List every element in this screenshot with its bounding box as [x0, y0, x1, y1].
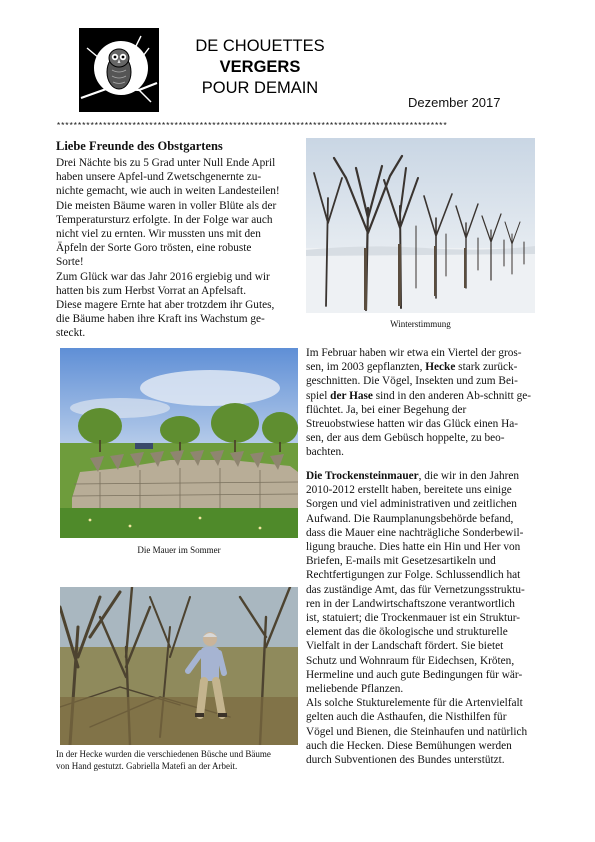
winter-orchard-photo [306, 138, 535, 313]
title-line-3: POUR DEMAIN [201, 79, 319, 97]
intro-line: Die meisten Bäume waren in voller Blüte als der [56, 199, 277, 212]
intro-heading: Liebe Freunde des Obstgartens [56, 139, 223, 153]
mauer-line: gelten auch die Asthaufen, die Nisthilfen für [306, 711, 507, 724]
hedge-caption-line: In der Hecke wurden die verschiedenen Büsche und Bäume [56, 749, 271, 759]
mauer-line: dass die Mauer eine nachträgliche Sonderbewil- [306, 526, 524, 539]
intro-line: Sorte! [56, 256, 84, 269]
mauer-line: Aufwand. Die Raumplanungsbehörde befand, [306, 512, 514, 525]
mauer-line: Sorgen und viel administrativen und zeitlichen [306, 498, 517, 511]
owl-logo [79, 28, 159, 112]
hedge-caption-line: von Hand gestutzt. Gabriella Matefi an der Arbeit. [56, 761, 238, 771]
hedge-photo-caption [56, 748, 306, 772]
hecke-line: Streuobstwiese hatten wir das Glück einen Ha- [306, 418, 519, 431]
hecke-line: flüchtet. Ja, bei einer Begehung der [306, 403, 467, 416]
intro-line: die Bäume haben ihre Kraft ins Wachstum ge- [56, 313, 265, 326]
issue-date: Dezember 2017 [408, 95, 501, 110]
mauer-paragraph [306, 469, 546, 767]
mauer-line: auch die Hecken. Diese Bemühungen werden [306, 739, 512, 752]
separator-line: ********************************************************************************************* [56, 121, 447, 131]
intro-line: steckt. [56, 327, 86, 340]
intro-line: nicht viel zu ernten. Wir mussten uns mit den [56, 228, 261, 241]
mauer-line: Vielfalt in der Landschaft fördert. Sie bietet [306, 640, 504, 653]
mauer-line: element das die ökologische und strukturelle [306, 626, 508, 639]
mauer-line: durch Subventionen des Bundes unterstützt. [306, 754, 505, 767]
mauer-line: meliebende Pflanzen. [306, 683, 404, 696]
hecke-line: spiel der Hase sind in den anderen Ab-schnitt ge- [306, 389, 532, 402]
title-line-2: VERGERS [219, 58, 301, 76]
mauer-line: Hermeline und auch gute Bedingungen für wär- [306, 668, 523, 681]
summer-wall-photo [60, 348, 298, 538]
intro-line: Temperatursturz erfolgte. In der Folge war auch [56, 213, 273, 226]
mauer-line: Als solche Stukturelemente für die Artenvielfalt [306, 697, 523, 710]
intro-line: hatten bis zum Herbst Vorrat an Apfelsaft. [56, 284, 247, 297]
intro-line: Äpfeln der Sorte Goro trösten, eine robuste [56, 242, 252, 255]
mauer-line: ligung brauche. Dies hatte ein Hin und Her von [306, 541, 521, 554]
intro-line: nichte gemacht, wie auch in weiten Landesteilen! [56, 185, 280, 198]
hecke-line: bachten. [306, 446, 344, 459]
mauer-line: Vögel und Bienen, die Steinhaufen und natürlich [306, 725, 528, 738]
mauer-line: Briefen, E-mails mit Gesetzesartikeln und [306, 555, 496, 568]
mauer-line: Die Trockensteinmauer, die wir in den Jahren [306, 470, 520, 482]
intro-line: Diese magere Ernte hat aber trotzdem ihr Gutes, [56, 299, 275, 312]
intro-line: Zum Glück war das Jahr 2016 ergiebig und wir [56, 270, 270, 283]
mauer-line: Schutz und Wohnraum für Eidechsen, Kröten, [306, 654, 515, 667]
hecke-line: sen, im 2003 gepflanzten, Hecke stark zurück- [306, 361, 518, 374]
mauer-line: Rechtfertigungen zur Folge. Schlussendlich hat [306, 569, 521, 582]
mauer-line: 2010-2012 erstellt haben, bereitete uns einige [306, 484, 512, 497]
intro-line: Drei Nächte bis zu 5 Grad unter Null Ende April [56, 157, 276, 169]
summer-photo-caption: Die Mauer im Sommer [137, 545, 221, 555]
newsletter-title [170, 36, 350, 99]
hecke-line: Im Februar haben wir etwa ein Viertel der gros- [306, 347, 522, 359]
mauer-line: das zuständige Amt, das für Vernetzungsstruktu- [306, 583, 525, 596]
title-line-1: DE CHOUETTES [195, 37, 325, 55]
hedge-work-photo [60, 587, 298, 745]
intro-line: haben unsere Apfel-und Zwetschgenernte zu- [56, 171, 262, 184]
hecke-paragraph [306, 346, 546, 460]
intro-paragraph [56, 156, 296, 341]
hecke-line: sen, der aus dem Gebüsch hoppelte, zu beo- [306, 432, 505, 445]
mauer-line: ist, statuiert; die Trockenmauer ist ein Struktur- [306, 612, 521, 625]
winter-photo-caption: Winterstimmung [390, 319, 451, 329]
mauer-line: ren in der Landwirtschaftszone verantwortlich [306, 597, 515, 610]
hecke-line: geschnitten. Die Vögel, Insekten und zum Bei- [306, 375, 518, 388]
